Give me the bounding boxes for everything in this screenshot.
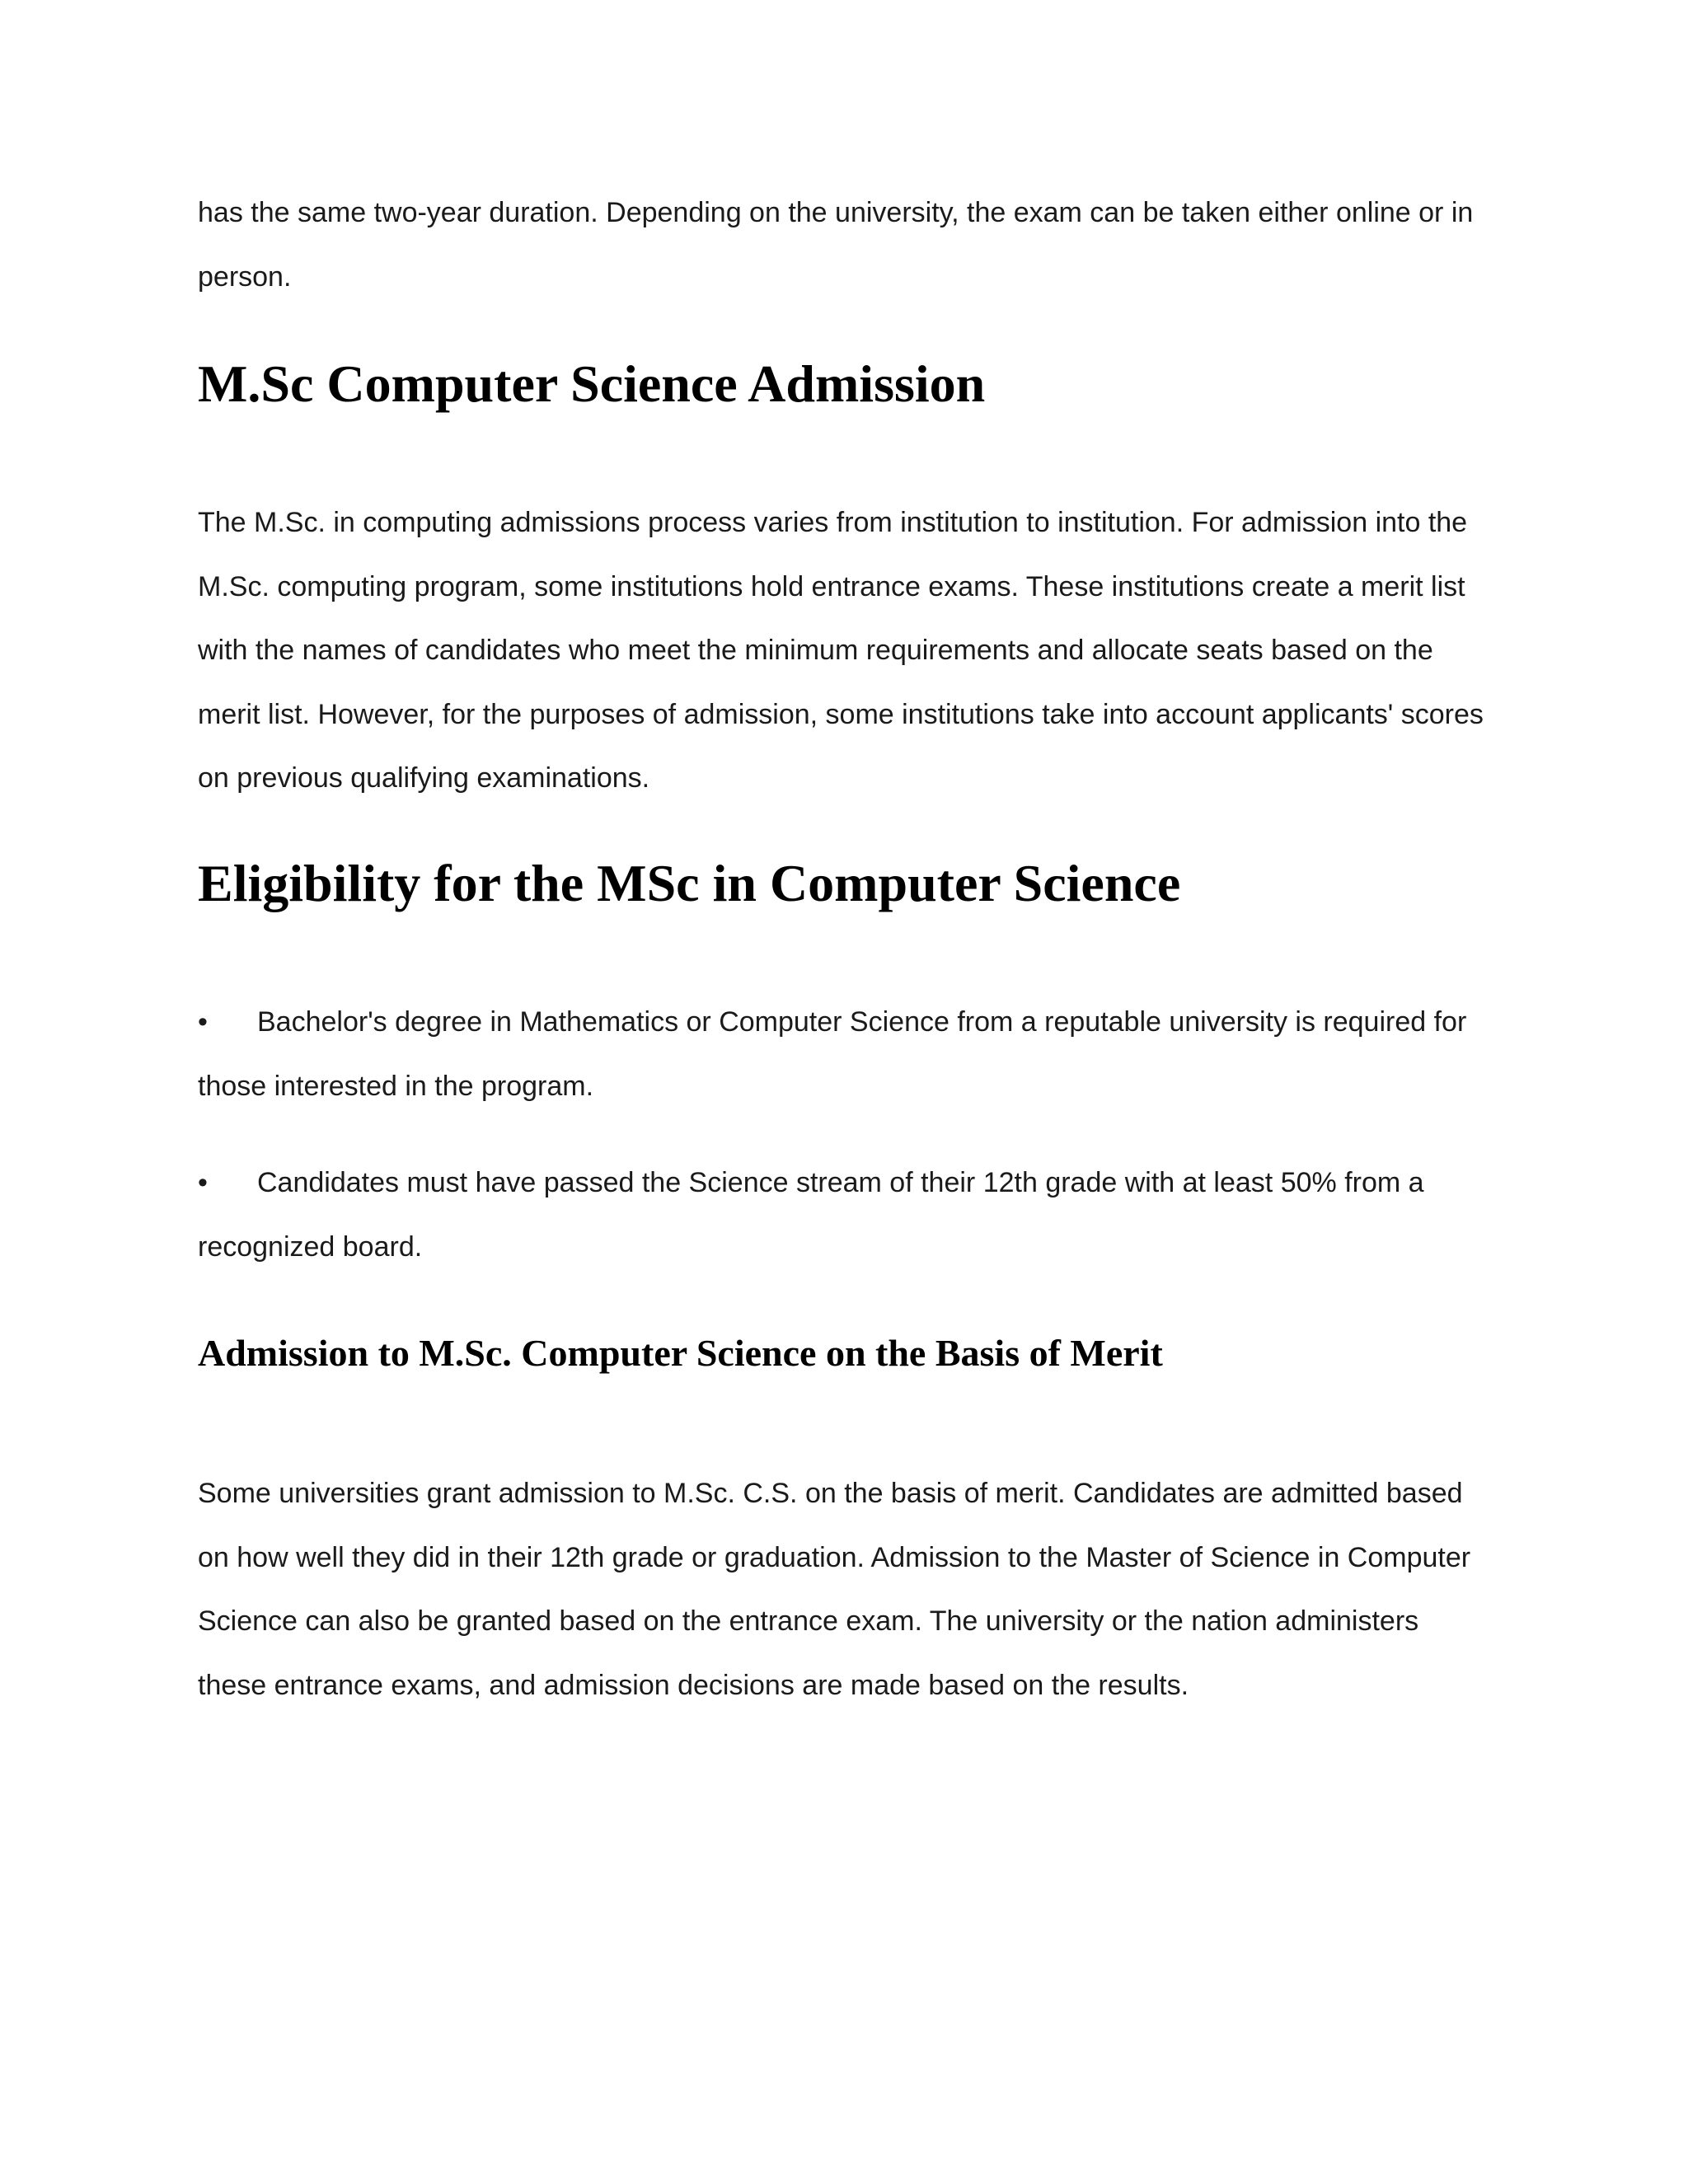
eligibility-bullet-item xyxy=(198,991,1492,1118)
merit-heading: Admission to M.Sc. Computer Science on the Basis of Merit xyxy=(198,1332,1163,1374)
eligibility-heading: Eligibility for the MSc in Computer Science xyxy=(198,854,1181,912)
bullet-marker: • xyxy=(198,1167,208,1198)
eligibility-bullet-text: Candidates must have passed the Science stream of their 12th grade with at least 50% from a recognized board. xyxy=(198,1167,1424,1263)
merit-paragraph: Some universities grant admission to M.Sc. C.S. on the basis of merit. Candidates are admitted based on how well they did in their 12th grade or graduation. Admission to the Master of Science in Computer Science can also be granted based on the entrance exam. The university or the nation administers these entrance exams, and admission decisions are made based on the results. xyxy=(198,1478,1471,1701)
admission-heading: M.Sc Computer Science Admission xyxy=(198,354,986,413)
admission-paragraph: The M.Sc. in computing admissions process varies from institution to institution. For admission into the M.Sc. computing program, some institutions hold entrance exams. These institutions create a merit list with the names of candidates who meet the minimum requirements and allocate seats based on the merit list. However, for the purposes of admission, some institutions take into account applicants' scores on previous qualifying examinations. xyxy=(198,507,1484,794)
bullet-marker: • xyxy=(198,1006,208,1038)
eligibility-bullet-item xyxy=(198,1151,1492,1279)
eligibility-bullet-text: Bachelor's degree in Mathematics or Computer Science from a reputable university is required for those interested in the program. xyxy=(198,1006,1467,1102)
intro-paragraph: has the same two-year duration. Depending on the university, the exam can be taken either online or in person. xyxy=(198,197,1474,293)
